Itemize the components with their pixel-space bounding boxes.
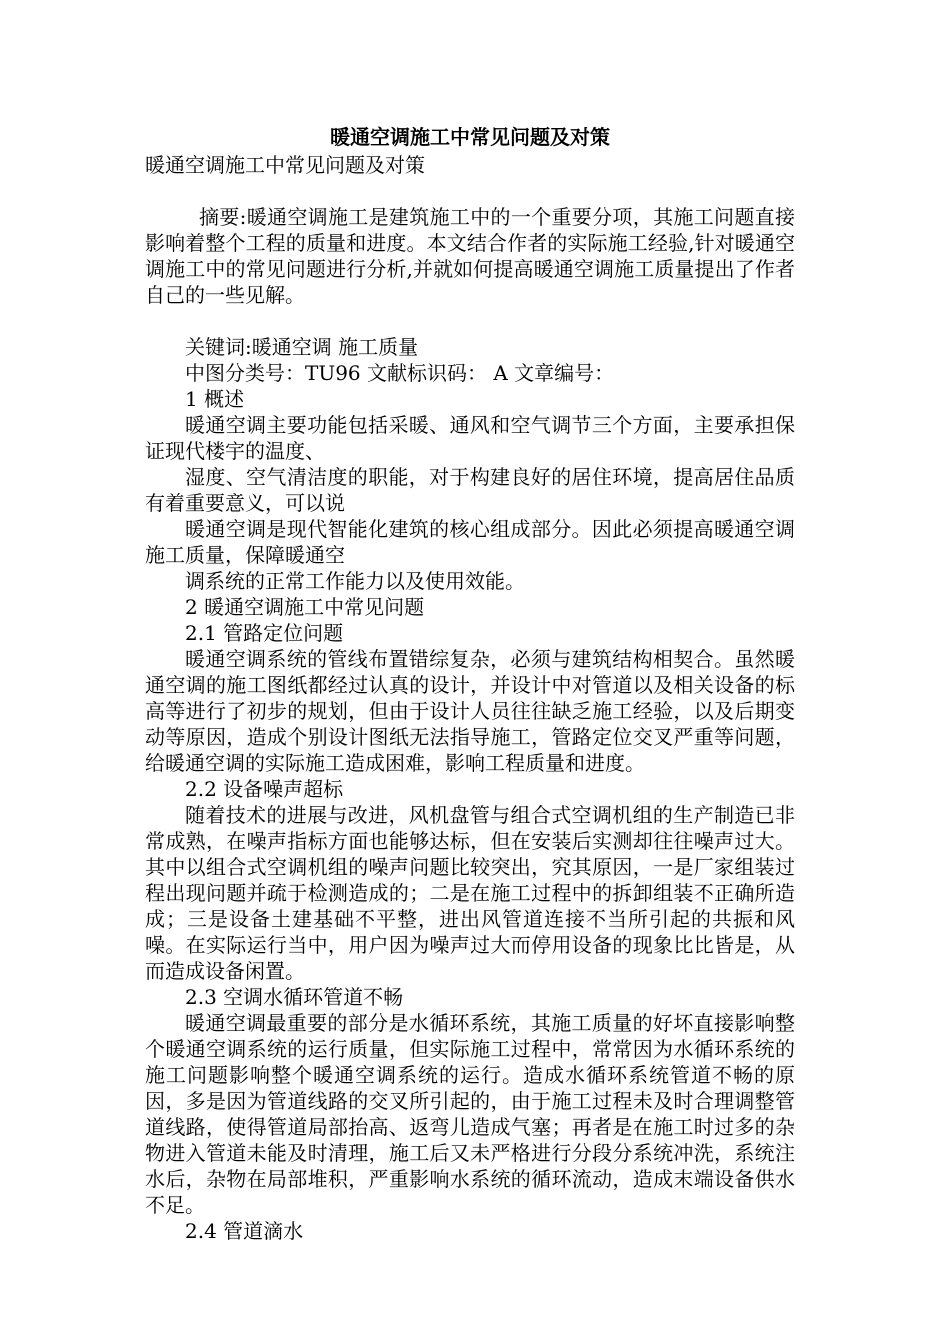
section-heading-1: 1 概述 xyxy=(185,387,245,411)
document-title: 暖通空调施工中常见问题及对策 xyxy=(330,125,610,149)
section-1-paragraph-3: 暖通空调是现代智能化建筑的核心组成部分。因此必须提高暖通空调施工质量，保障暖通空 xyxy=(145,517,795,567)
section-2-1-body: 暖通空调系统的管线布置错综复杂，必须与建筑结构相契合。虽然暖通空调的施工图纸都经过认真的设计，并设计中对管道以及相关设备的标高等进行了初步的规划，但由于设计人员往往缺乏施工经验，以及后期变动等原因，造成个别设计图纸无法指导施工，管路定位交叉严重等问题，给暖通空调的实际施工造成困难，影响工程质量和进度。 xyxy=(145,647,795,775)
section-heading-2-4: 2.4 管道滴水 xyxy=(185,1219,304,1243)
document-subtitle: 暖通空调施工中常见问题及对策 xyxy=(145,153,425,177)
keywords-line: 关键词:暖通空调 施工质量 xyxy=(185,335,419,359)
section-1-paragraph-1: 暖通空调主要功能包括采暖、通风和空气调节三个方面，主要承担保证现代楼宇的温度、 xyxy=(145,413,795,463)
section-1-paragraph-2: 湿度、空气清洁度的职能，对于构建良好的居住环境，提高居住品质有着重要意义，可以说 xyxy=(145,465,795,515)
section-heading-2-3: 2.3 空调水循环管道不畅 xyxy=(185,985,404,1009)
classification-line: 中图分类号：TU96 文献标识码： A 文章编号： xyxy=(185,361,615,385)
section-2-3-body: 暖通空调最重要的部分是水循环系统，其施工质量的好坏直接影响整个暖通空调系统的运行质量，但实际施工过程中，常常因为水循环系统的施工问题影响整个暖通空调系统的运行。造成水循环系统管道不畅的原因，多是因为管道线路的交叉所引起的，由于施工过程未及时合理调整管道线路，使得管道局部抬高、返弯儿造成气塞；再者是在施工时过多的杂物进入管道未能及时清理，施工后又未严格进行分段分系统冲洗，系统注水后，杂物在局部堆积，严重影响水系统的循环流动，造成末端设备供水不足。 xyxy=(145,1011,795,1217)
section-2-2-body: 随着技术的进展与改进，风机盘管与组合式空调机组的生产制造已非常成熟，在噪声指标方面也能够达标，但在安装后实测却往往噪声过大。其中以组合式空调机组的噪声问题比较突出，究其原因，一是厂家组装过程出现问题并疏于检测造成的；二是在施工过程中的拆卸组装不正确所造成；三是设备土建基础不平整，进出风管道连接不当所引起的共振和风噪。在实际运行当中，用户因为噪声过大而停用设备的现象比比皆是，从而造成设备闲置。 xyxy=(145,803,795,983)
document-page xyxy=(145,122,795,1244)
section-heading-2-1: 2.1 管路定位问题 xyxy=(185,621,344,645)
section-heading-2-2: 2.2 设备噪声超标 xyxy=(185,777,344,801)
section-heading-2: 2 暖通空调施工中常见问题 xyxy=(185,595,425,619)
abstract-paragraph: 摘要:暖通空调施工是建筑施工中的一个重要分项，其施工问题直接影响着整个工程的质量和进度。本文结合作者的实际施工经验,针对暖通空调施工中的常见问题进行分析,并就如何提高暖通空调施工质量提出了作者自己的一些见解。 xyxy=(145,205,795,307)
section-1-paragraph-4: 调系统的正常工作能力以及使用效能。 xyxy=(185,569,525,593)
